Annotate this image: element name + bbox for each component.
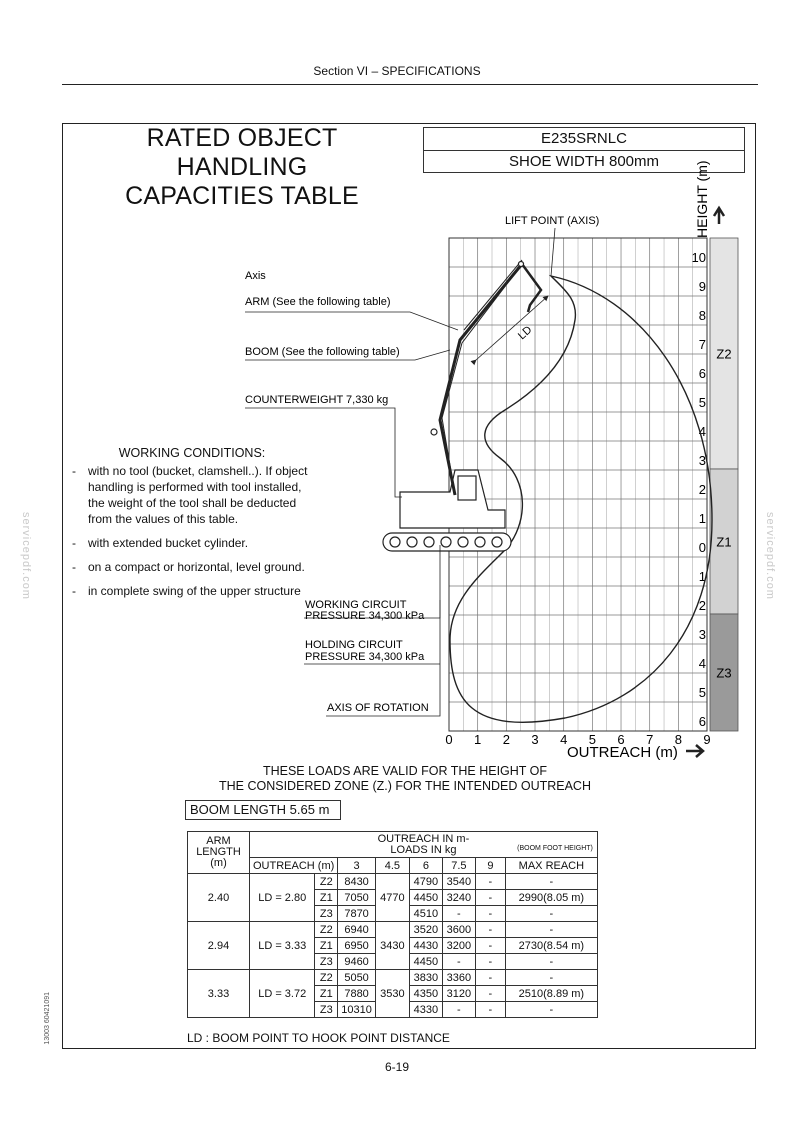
col-header: 9 — [475, 858, 505, 874]
y-tick-label: 1 — [698, 569, 706, 584]
zone-bar — [710, 238, 738, 731]
load-cell-7-5: 3600 — [442, 922, 475, 938]
col-header: 6 — [409, 858, 442, 874]
load-cell-7-5: - — [442, 954, 475, 970]
col-header: 7.5 — [442, 858, 475, 874]
col-header: MAX REACH — [505, 858, 597, 874]
load-cell-6: 4450 — [409, 890, 442, 906]
page-number: 6-19 — [384, 1060, 410, 1074]
load-cell-3: 7870 — [338, 906, 376, 922]
arm-label: ARM (See the following table) — [245, 296, 391, 308]
zone-cell: Z1 — [315, 938, 338, 954]
load-cell-3: 6940 — [338, 922, 376, 938]
model-name: E235SRNLC — [424, 128, 744, 151]
load-cell-9: - — [475, 970, 505, 986]
working-conditions — [72, 445, 312, 607]
zone-label: Z3 — [716, 665, 732, 681]
ld-cell: LD = 2.80 — [250, 874, 315, 922]
load-cell-3: 8430 — [338, 874, 376, 890]
col-header: 4.5 — [375, 858, 409, 874]
load-cell-3: 9460 — [338, 954, 376, 970]
boom-foot-height-note: (BOOM FOOT HEIGHT) — [517, 845, 593, 852]
x-tick-label: 2 — [502, 732, 510, 747]
y-tick-label: 6 — [698, 366, 706, 381]
table-row — [188, 922, 598, 938]
load-cell-7-5: - — [442, 906, 475, 922]
height-arrow-icon — [714, 208, 724, 224]
title-line-1: RATED OBJECT HANDLING — [146, 124, 338, 181]
x-tick-label: 5 — [588, 732, 596, 747]
x-tick-label: 9 — [703, 732, 711, 747]
zone-cell: Z3 — [315, 1002, 338, 1018]
holding-circuit-label-2: PRESSURE 34,300 kPa — [305, 651, 425, 663]
load-cell-6: 4430 — [409, 938, 442, 954]
y-tick-label: 5 — [698, 685, 706, 700]
y-tick-label: 7 — [698, 337, 706, 352]
height-axis-label: HEIGHT (m) — [694, 160, 710, 238]
outreach-axis-label: OUTREACH (m) — [567, 744, 678, 761]
working-circuit-label-1: WORKING CIRCUIT — [305, 599, 407, 611]
load-cell-7-5: - — [442, 1002, 475, 1018]
validity-line-2: THE CONSIDERED ZONE (Z.) FOR THE INTENDED OUTREACH — [218, 779, 591, 793]
zone-cell: Z2 — [315, 970, 338, 986]
load-cell-7-5: 3120 — [442, 986, 475, 1002]
condition-item: - on a compact or horizontal, level ground. — [72, 560, 305, 574]
max-reach-cell: 2730(8.54 m) — [505, 938, 597, 954]
max-reach-cell: 2510(8.89 m) — [505, 986, 597, 1002]
y-tick-label: 3 — [698, 453, 706, 468]
y-tick-label: 4 — [698, 424, 706, 439]
section-header: Section VI – SPECIFICATIONS — [313, 64, 481, 78]
load-cell-6: 4350 — [409, 986, 442, 1002]
max-reach-cell: - — [505, 874, 597, 890]
max-reach-cell: - — [505, 906, 597, 922]
outreach-arrow-icon — [686, 745, 703, 757]
arm-length-cell: 2.40 — [188, 874, 250, 922]
zone-cell: Z2 — [315, 874, 338, 890]
load-cell-7-5: 3240 — [442, 890, 475, 906]
x-tick-label: 1 — [474, 732, 482, 747]
col-header: 3 — [338, 858, 376, 874]
ld-label: LD — [515, 323, 535, 343]
y-tick-label: 8 — [698, 308, 706, 323]
arm-length-header: ARM LENGTH (m) — [188, 832, 250, 874]
condition-item: - with extended bucket cylinder. — [72, 536, 249, 550]
max-reach-cell: 2990(8.05 m) — [505, 890, 597, 906]
axis-label: Axis — [245, 270, 266, 282]
load-cell-6: 4330 — [409, 1002, 442, 1018]
zone-cell: Z3 — [315, 906, 338, 922]
axis-of-rotation-label: AXIS OF ROTATION — [327, 702, 429, 714]
y-tick-label: 4 — [698, 656, 706, 671]
ld-cell: LD = 3.72 — [250, 970, 315, 1018]
outreach-loads-header: OUTREACH IN m- LOADS IN kg (BOOM FOOT HEIGHT) — [250, 832, 598, 858]
load-cell-4-5: 4770 — [375, 874, 409, 922]
ld-cell: LD = 3.33 — [250, 922, 315, 970]
excavator-illustration — [383, 260, 541, 551]
zone-cell: Z1 — [315, 890, 338, 906]
load-cell-7-5: 3200 — [442, 938, 475, 954]
zone-cell: Z3 — [315, 954, 338, 970]
y-tick-label: 2 — [698, 482, 706, 497]
shoe-width: SHOE WIDTH 800mm — [508, 153, 659, 170]
zone-cell: Z1 — [315, 986, 338, 1002]
x-tick-label: 4 — [560, 732, 568, 747]
load-cell-6: 4450 — [409, 954, 442, 970]
document-reference: 13003 60421091 — [44, 992, 51, 1045]
condition-item: - in complete swing of the upper structure — [72, 584, 301, 598]
max-reach-cell: - — [505, 954, 597, 970]
zone-label: Z1 — [716, 534, 732, 550]
y-tick-label: 3 — [698, 627, 706, 642]
load-cell-7-5: 3540 — [442, 874, 475, 890]
table-row — [188, 970, 598, 986]
lift-point-label: LIFT POINT (AXIS) — [505, 215, 600, 227]
y-tick-label: 2 — [698, 598, 706, 613]
y-axis-ticks — [692, 250, 706, 729]
zone-label: Z2 — [716, 346, 732, 362]
title-line-2: CAPACITIES TABLE — [125, 182, 359, 210]
y-tick-label: 9 — [698, 279, 706, 294]
load-capacity-table — [187, 831, 598, 1018]
counterweight-label: COUNTERWEIGHT 7,330 kg — [245, 394, 389, 406]
load-cell-6: 4510 — [409, 906, 442, 922]
load-cell-4-5: 3530 — [375, 970, 409, 1018]
max-reach-cell: - — [505, 970, 597, 986]
condition-item: - with no tool (bucket, clamshell..). If object handling is performed with tool installed, the weight of the tool shall be deducted from the values of this table. — [72, 464, 308, 526]
max-reach-cell: - — [505, 922, 597, 938]
conditions-heading: WORKING CONDITIONS: — [118, 446, 266, 460]
y-tick-label: 0 — [698, 540, 706, 555]
x-tick-label: 0 — [445, 732, 453, 747]
validity-note — [170, 764, 640, 794]
arm-length-cell: 3.33 — [188, 970, 250, 1018]
max-reach-cell: - — [505, 1002, 597, 1018]
col-outreach-header: OUTREACH (m) — [250, 858, 338, 874]
load-cell-9: - — [475, 986, 505, 1002]
working-circuit-label-2: PRESSURE 34,300 kPa — [305, 610, 425, 622]
footnote: LD : BOOM POINT TO HOOK POINT DISTANCE — [187, 1031, 450, 1045]
x-tick-label: 8 — [674, 732, 682, 747]
table-row — [188, 874, 598, 890]
watermark-right: servicepdf.com — [764, 512, 776, 600]
y-tick-label: 10 — [691, 250, 706, 265]
load-cell-9: - — [475, 874, 505, 890]
load-cell-9: - — [475, 938, 505, 954]
load-cell-6: 3520 — [409, 922, 442, 938]
load-cell-4-5: 3430 — [375, 922, 409, 970]
validity-line-1: THESE LOADS ARE VALID FOR THE HEIGHT OF — [262, 764, 548, 778]
x-tick-label: 6 — [617, 732, 625, 747]
load-cell-7-5: 3360 — [442, 970, 475, 986]
arm-cylinder — [464, 260, 522, 330]
load-cell-9: - — [475, 954, 505, 970]
load-cell-9: - — [475, 906, 505, 922]
boom-outline — [442, 264, 522, 495]
y-tick-label: 1 — [698, 511, 706, 526]
load-cell-9: - — [475, 1002, 505, 1018]
load-cell-9: - — [475, 890, 505, 906]
boom-length-box: BOOM LENGTH 5.65 m — [185, 800, 341, 820]
y-tick-label: 6 — [698, 714, 706, 729]
lift-point-marker — [519, 262, 524, 267]
x-tick-label: 7 — [646, 732, 654, 747]
load-cell-3: 6950 — [338, 938, 376, 954]
load-cell-3: 7880 — [338, 986, 376, 1002]
load-cell-3: 7050 — [338, 890, 376, 906]
boom-label: BOOM (See the following table) — [245, 346, 400, 358]
zone-cell: Z2 — [315, 922, 338, 938]
load-cell-3: 5050 — [338, 970, 376, 986]
load-cell-6: 4790 — [409, 874, 442, 890]
holding-circuit-label-1: HOLDING CIRCUIT — [305, 639, 403, 651]
load-cell-9: - — [475, 922, 505, 938]
x-tick-label: 3 — [531, 732, 539, 747]
arm-length-cell: 2.94 — [188, 922, 250, 970]
y-tick-label: 5 — [698, 395, 706, 410]
load-cell-3: 10310 — [338, 1002, 376, 1018]
watermark-left: servicepdf.com — [20, 512, 32, 600]
load-cell-6: 3830 — [409, 970, 442, 986]
